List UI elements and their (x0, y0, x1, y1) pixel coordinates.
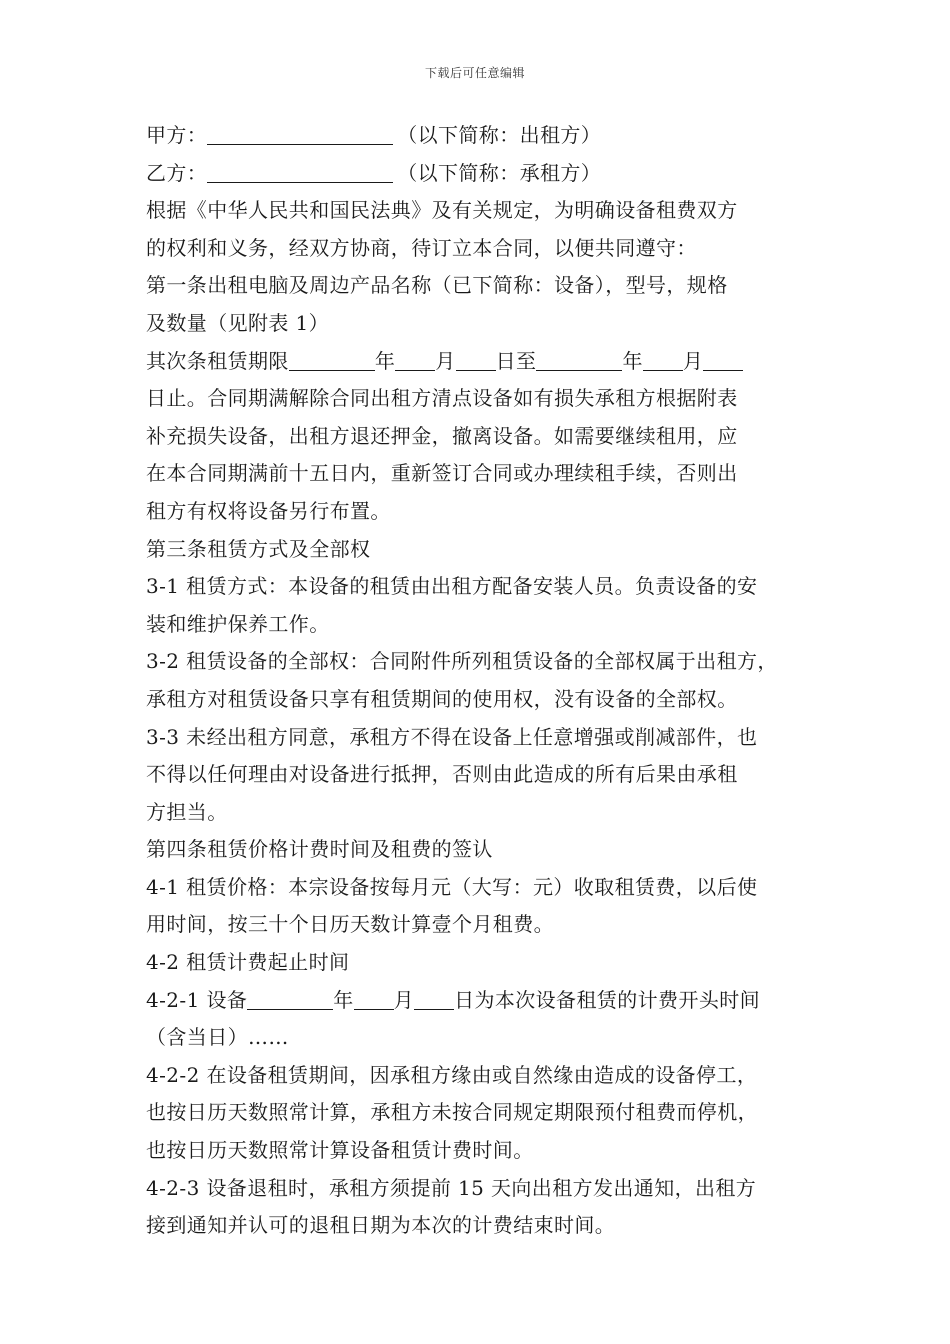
party-b-note: （以下简称：承租方） (397, 160, 602, 185)
text-line: 也按日历天数照常计算设备租赁计费时间。 (146, 1138, 534, 1163)
start-text: 月 (393, 987, 415, 1012)
party-a-blank[interactable] (207, 122, 393, 145)
text-line: 3-1 租赁方式：本设备的租赁由出租方配备安装人员。负责设备的安 (146, 574, 758, 599)
party-a-note: （以下简称：出租方） (397, 123, 602, 147)
party-b-blank[interactable] (207, 160, 393, 183)
party-b-line (146, 155, 808, 193)
text-line: 第一条出租电脑及周边产品名称（已下简称：设备），型号，规格 (146, 273, 728, 298)
text-line: （含当日）…… (146, 1025, 289, 1050)
section-heading: 第四条租赁价格计费时间及租费的签认 (146, 837, 493, 862)
start-text: 年 (333, 987, 354, 1012)
text-line: 根据《中华人民共和国民法典》及有关规定，为明确设备租费双方 (146, 198, 738, 223)
page-header: 下载后可任意编辑 (424, 66, 525, 80)
document-body (146, 117, 808, 1245)
text-line: 也按日历天数照常计算，承租方未按合同规定期限预付租费而停机， (146, 1100, 758, 1125)
text-line: 4-2-3 设备退租时，承租方须提前 15 天向出租方发出通知，出租方 (146, 1175, 757, 1200)
term-start-year-blank[interactable] (289, 348, 375, 371)
term-start-day-blank[interactable] (456, 348, 496, 371)
term-text: 月 (435, 348, 456, 373)
text-line: 装和维护保养工作。 (146, 611, 330, 636)
text-line: 3-3 未经出租方同意，承租方不得在设备上任意增强或削减部件，也 (146, 724, 758, 749)
text-line: 补充损失设备，出租方退还押金，撤离设备。如需要继续租用，应 (146, 423, 738, 448)
text-line: 的权利和义务，经双方协商，待订立本合同，以便共同遵守： (146, 235, 697, 260)
text-line: 4-2 租赁计费起止时间 (146, 950, 350, 975)
term-end-year-blank[interactable] (536, 348, 622, 371)
text-line: 4-2-2 在设备租赁期间，因承租方缘由或自然缘由造成的设备停工， (146, 1062, 758, 1087)
term-text: 日至 (495, 348, 537, 373)
text-line: 承租方对租赁设备只享有租赁期间的使用权，没有设备的全部权。 (146, 686, 738, 711)
text-line: 不得以任何理由对设备进行抵押，否则由此造成的所有后果由承租 (146, 762, 738, 787)
text-line: 在本合同期满前十五日内，重新签订合同或办理续租手续，否则出 (146, 461, 738, 486)
text-line: 方担当。 (146, 799, 228, 824)
term-line (146, 343, 808, 381)
term-text: 其次条租赁期限 (146, 348, 289, 373)
start-text: 4-2-1 设备 (146, 987, 248, 1012)
term-text: 年 (622, 348, 643, 373)
party-a-line (146, 117, 808, 155)
text-line: 接到通知并认可的退租日期为本次的计费结束时间。 (146, 1213, 616, 1238)
term-text: 年 (374, 348, 396, 373)
text-line: 3-2 租赁设备的全部权：合同附件所列租赁设备的全部权属于出租方， (146, 649, 778, 674)
term-start-month-blank[interactable] (395, 348, 435, 371)
section-heading: 第三条租赁方式及全部权 (146, 536, 371, 561)
term-end-day-blank[interactable] (703, 348, 743, 371)
text-line: 租方有权将设备另行布置。 (146, 498, 391, 523)
text-line: 4-1 租赁价格：本宗设备按每月元（大写：元）收取租赁费，以后使 (146, 874, 758, 899)
term-text: 月 (682, 348, 704, 373)
start-month-blank[interactable] (354, 987, 394, 1010)
start-text: 日为本次设备租赁的计费开头时间 (454, 987, 761, 1012)
start-year-blank[interactable] (247, 987, 333, 1010)
party-a-label: 甲方： (146, 123, 208, 147)
party-b-label: 乙方： (146, 160, 208, 185)
start-date-line (146, 982, 808, 1020)
text-line: 及数量（见附表 1） (146, 310, 330, 335)
start-day-blank[interactable] (414, 987, 454, 1010)
text-line: 用时间，按三十个日历天数计算壹个月租费。 (146, 912, 554, 937)
text-line: 日止。合同期满解除合同出租方清点设备如有损失承租方根据附表 (146, 386, 738, 411)
term-end-month-blank[interactable] (643, 348, 683, 371)
